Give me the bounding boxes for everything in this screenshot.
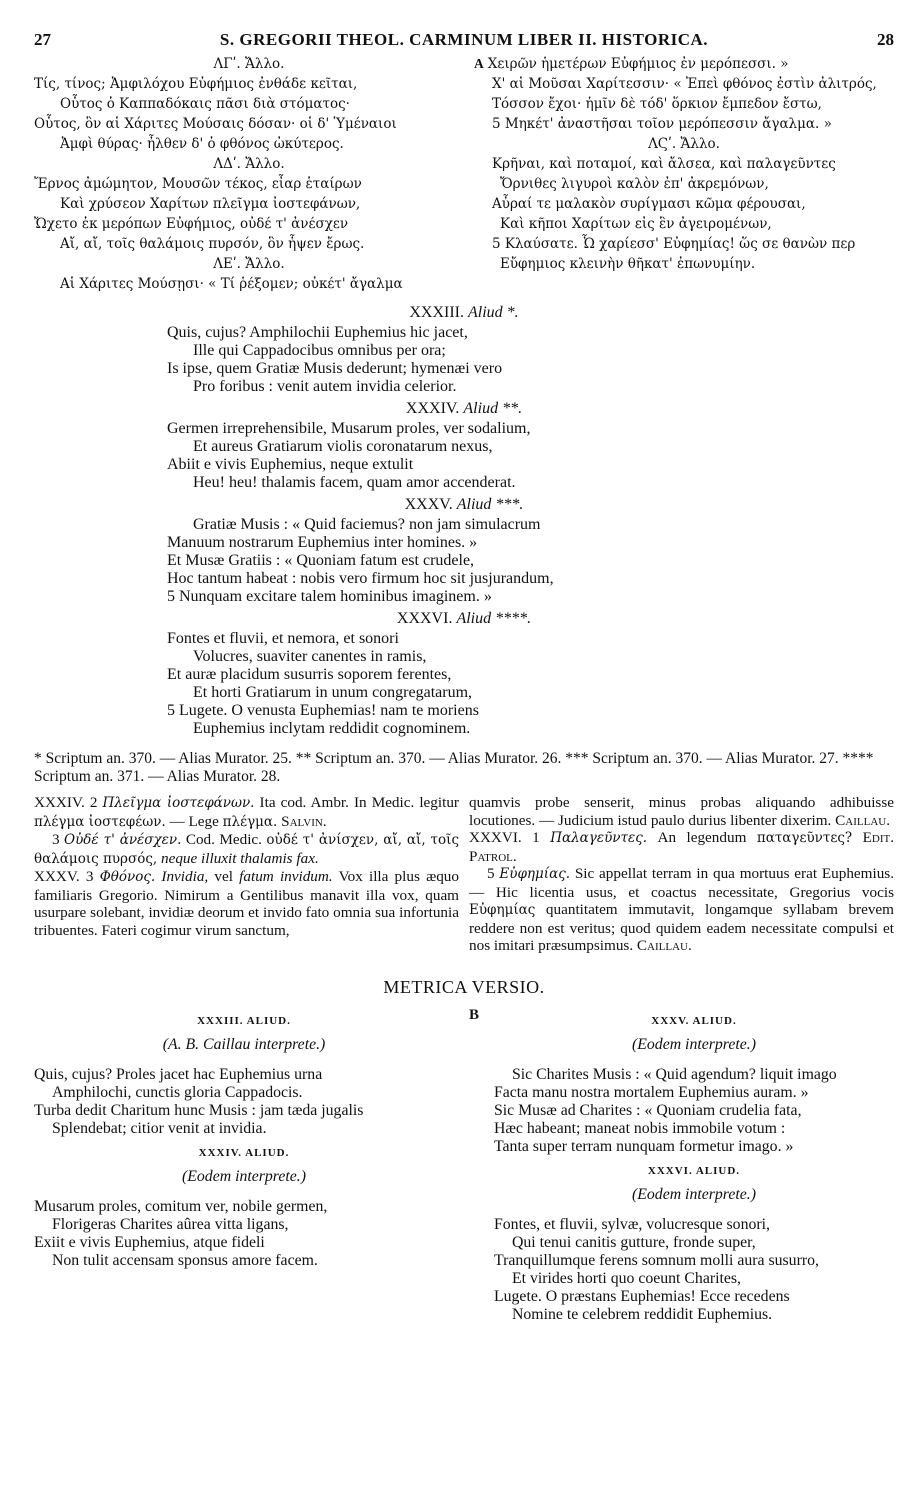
verse-line: Musarum proles, comitum ver, nobile germen, bbox=[34, 1197, 328, 1215]
poem-label: Aliud **. bbox=[463, 400, 523, 417]
verse-line: Hoc tantum habeat : nobis vero firmum hoc sit jusjurandum, bbox=[167, 570, 554, 587]
verse-line: Τόσσον ἔχοι· ἡμῖν δὲ τόδ' ὅρκιον ἔμπεδον ἔστω, bbox=[492, 96, 822, 112]
verse-line: Florigeras Charites aûrea vitta ligans, bbox=[52, 1215, 289, 1233]
verse-line: 5 Nunquam excitare talem hominibus imaginem. » bbox=[167, 588, 492, 605]
note-text: 3 bbox=[52, 831, 65, 848]
poem-label: Aliud ****. bbox=[456, 610, 532, 627]
note-text: XXXVI. 1 bbox=[469, 829, 551, 846]
verse-line: Euphemius inclytam reddidit cognominem. bbox=[193, 720, 471, 737]
verse-line: Αἱ Χάριτες Μούσῃσι· « Τί ῥέξομεν; οὐκέτ' ἄγαλμα bbox=[60, 276, 403, 292]
verse-line: Fontes et fluvii, et nemora, et sonori bbox=[167, 630, 399, 647]
verse-line: Et aureus Gratiarum violis coronatarum nexus, bbox=[193, 438, 493, 455]
note-text: Caillau. bbox=[831, 811, 891, 829]
poem-body bbox=[167, 630, 894, 738]
poem-heading: ΛΔʹ. Ἄλλο. bbox=[213, 156, 285, 172]
verse-line: Volucres, suaviter canentes in ramis, bbox=[193, 648, 427, 665]
note-text: vel bbox=[208, 868, 240, 885]
page bbox=[34, 30, 894, 1324]
note-text: παταγεῦντες? bbox=[756, 830, 853, 846]
verse-line: Χ' αἱ Μοῦσαι Χαρίτεσσιν· « Ἐπεὶ φθόνος ἐστὶν ἀλιτρός, bbox=[492, 76, 877, 92]
poem-heading bbox=[34, 400, 894, 418]
verse-line: Exiit e vivis Euphemius, atque fideli bbox=[34, 1233, 265, 1251]
verse-line: Fontes, et fluvii, sylvæ, volucresque sonori, bbox=[493, 1215, 770, 1233]
verse-line: Αἴ, αἴ, τοῖς θαλάμοις πυρσόν, ὃν ἧψεν ἔρως. bbox=[60, 236, 365, 252]
interpreter-note: (Eodem interprete.) bbox=[631, 1035, 756, 1053]
note-text: — Lege bbox=[165, 812, 223, 830]
verse-line: Et horti Gratiarum in unum congregatarum, bbox=[193, 684, 473, 701]
note-paragraph bbox=[34, 794, 459, 831]
note-text: Πλεῖγμα ἰοστεφάνων. bbox=[102, 795, 255, 811]
poem-heading: ΛΓʹ. Ἄλλο. bbox=[213, 56, 285, 72]
verse-line: Facta manu nostra mortalem Euphemius auram. » bbox=[493, 1083, 809, 1101]
poem-heading bbox=[34, 304, 894, 322]
note-text: Εὐφημίας. bbox=[499, 866, 571, 882]
poem-label: Aliud *. bbox=[467, 304, 519, 321]
verse-line: Et virides horti quo coeunt Charites, bbox=[511, 1269, 741, 1287]
verse-line: Καὶ κῆποι Χαρίτων εἰς ἓν ἀγειρομένων, bbox=[500, 216, 772, 232]
verse-line: Amphilochi, cunctis gloria Cappadocis. bbox=[52, 1083, 303, 1101]
note-text: fatum invidum. bbox=[239, 868, 333, 885]
verse-line: Quis, cujus? Amphilochii Euphemius hic jacet, bbox=[167, 324, 468, 341]
verse-line: Οὗτος, ὃν αἱ Χάριτες Μούσαις δόσαν· οἱ δ' Ὑμέναιοι bbox=[34, 116, 397, 132]
note-text: quamvis probe senserit, minus probas aliquando adhibuisse locutiones. — Judicium istud paulo durius libenter dixerim. bbox=[469, 794, 894, 829]
note-text: Edit. Patrol. bbox=[469, 829, 894, 865]
verse-line: Lugete. O præstans Euphemias! Ecce recedens bbox=[493, 1287, 790, 1305]
verse-line: Splendebat; citior venit at invidia. bbox=[52, 1119, 267, 1137]
verse-line: Tanta super terram nunquam formetur imago. » bbox=[493, 1137, 794, 1155]
verse-line: Quis, cujus? Proles jacet hac Euphemius urna bbox=[34, 1065, 323, 1083]
note-text: XXXV. 3 bbox=[34, 868, 100, 885]
verse-line: Qui tenui canitis gutture, fronde super, bbox=[511, 1233, 756, 1251]
verse-line: Germen irreprehensibile, Musarum proles, ver sodalium, bbox=[167, 420, 531, 437]
verse-line: Αὖραί τε μαλακὸν συρίγμασι κῶμα φέρουσαι, bbox=[492, 196, 806, 212]
poem-heading: ΛϚʹ. Ἄλλο. bbox=[648, 136, 720, 152]
running-header bbox=[34, 30, 894, 54]
column-marker: A bbox=[474, 56, 484, 71]
poem-heading: ΛΕʹ. Ἄλλο. bbox=[213, 256, 285, 272]
verse-line: Gratiæ Musis : « Quid faciemus? non jam simulacrum bbox=[193, 516, 541, 533]
verse-line: Sic Charites Musis : « Quid agendum? liquit imago bbox=[511, 1065, 837, 1083]
verse-line: Οὗτος ὁ Καππαδόκαις πᾶσι διὰ στόματος· bbox=[60, 96, 350, 112]
critical-notes bbox=[34, 794, 894, 955]
verse-line: Heu! heu! thalamis facem, quam amor accenderat. bbox=[193, 474, 516, 491]
verse-line: Abiit e vivis Euphemius, neque extulit bbox=[167, 456, 414, 473]
note-text: Cod. Medic. bbox=[181, 831, 267, 848]
poem-heading bbox=[34, 610, 894, 628]
verse-line: Et auræ placidum susurris soporem ferentes, bbox=[167, 666, 452, 683]
verse-line: Manuum nostrarum Euphemius inter homines. » bbox=[167, 534, 478, 551]
note-paragraph bbox=[469, 794, 894, 829]
poem-body bbox=[167, 516, 894, 606]
verse-line: Ἀμφὶ θύρας· ἦλθεν δ' ὁ φθόνος ὠκύτερος. bbox=[60, 136, 344, 152]
poem-number: XXXV. bbox=[404, 496, 457, 513]
verse-line: Pro foribus : venit autem invidia celerior. bbox=[193, 378, 457, 395]
note-text: πλέγμα. bbox=[222, 813, 278, 830]
greek-column-right bbox=[474, 54, 894, 294]
verse-line: Sic Musæ ad Charites : « Quoniam crudelia fata, bbox=[493, 1101, 802, 1119]
verse-line: Ὄρνιθες λιγυροὶ καλὸν ἐπ' ἀκρεμόνων, bbox=[500, 176, 769, 192]
note-text: Vox illa plus æquo familiaris Gregorio. Nimirum a Gentilibus manavit illa vox, quam usurpare solebant, invidiæ deorum et invido fato omnia sua infortunia tribuentes. Fateri cogimur virum sanctum, bbox=[34, 868, 459, 939]
note-text: 5 bbox=[487, 865, 500, 882]
verse-line: 5 Lugete. O venusta Euphemias! nam te moriens bbox=[167, 702, 479, 719]
verse-line: Tranquillumque ferens somnum molli aura susurro, bbox=[493, 1251, 819, 1269]
notes-column-right bbox=[469, 794, 894, 955]
right-page-number: 28 bbox=[877, 30, 894, 49]
running-title: S. GREGORII THEOL. CARMINUM LIBER II. HISTORICA. bbox=[219, 30, 709, 49]
left-page-number: 27 bbox=[34, 30, 51, 49]
poem-body bbox=[167, 420, 894, 492]
poem-label: Aliud ***. bbox=[456, 496, 524, 513]
note-paragraph bbox=[469, 865, 894, 955]
verse-line: Turba dedit Charitum hunc Musis : jam tæda jugalis bbox=[34, 1101, 364, 1119]
interpreter-note: (Eodem interprete.) bbox=[631, 1185, 756, 1203]
poem-body bbox=[167, 324, 894, 396]
verse-line: Non tulit accensam sponsus amore facem. bbox=[52, 1251, 318, 1269]
notes-column-left bbox=[34, 794, 459, 955]
note-paragraph bbox=[34, 831, 459, 868]
verse-line: Is ipse, quem Gratiæ Musis dederunt; hymenæi vero bbox=[167, 360, 503, 377]
note-text: Sic appellat terram in qua mortuus erat Euphemius. — Hic licentia usus, et coactus necessitate, Gregorius vocis bbox=[469, 865, 894, 901]
metrica-title: METRICA VERSIO. bbox=[383, 976, 545, 997]
verse-text: Χειρῶν ἡμετέρων Εὐφήμιος ἐν μερόπεσσι. » bbox=[487, 56, 789, 72]
verse-line: 5 Μηκέτ' ἀναστῆσαι τοῖον μερόπεσσιν ἄγαλμα. » bbox=[492, 116, 832, 132]
verse-line: Ἔρνος ἀμώμητον, Μουσῶν τέκος, εἶαρ ἑταίρων bbox=[34, 176, 362, 192]
metrica-column-right bbox=[494, 1006, 894, 1324]
note-paragraph bbox=[34, 868, 459, 939]
note-paragraph bbox=[469, 829, 894, 865]
latin-translation bbox=[34, 304, 894, 738]
note-text: Salvin. bbox=[277, 812, 327, 830]
poem-heading: XXXV. ALIUD. bbox=[651, 1014, 737, 1027]
column-marker: B bbox=[468, 1006, 479, 1023]
greek-text bbox=[34, 54, 894, 294]
note-text: Invidia, bbox=[155, 868, 209, 885]
note-text: Εὐφημίας bbox=[469, 902, 536, 918]
verse-line: Τίς, τίνος; Ἀμφιλόχου Εὐφήμιος ἐνθάδε κεῖται, bbox=[34, 76, 358, 92]
note-text: Φθόνος. bbox=[99, 869, 156, 885]
note-text: οὐδέ τ' ἀνίσχεν, αἴ, αἴ, τοῖς θαλάμοις πυρσός, bbox=[34, 832, 460, 867]
note-text: quantitatem immutavit, longamque syllabam brevem reddere non est veritus; quod quidem eadem necessitate compulsi et nos imitari præsumpsimus. bbox=[469, 901, 894, 954]
verse-line: 5 Κλαύσατε. Ὦ χαρίεσσ' Εὐφημίας! ὥς σε θανὼν περ bbox=[492, 236, 856, 252]
note-text: XXXIV. 2 bbox=[34, 794, 103, 811]
verse-line: Εὔφημιος κλεινὴν θῆκατ' ἐπωνυμίην. bbox=[500, 256, 756, 272]
verse-line: Et Musæ Gratiis : « Quoniam fatum est crudele, bbox=[167, 552, 475, 569]
note-text: neque illuxit thalamis fax. bbox=[157, 849, 319, 867]
poem-heading bbox=[34, 496, 894, 514]
verse-line: Nomine te celebrem reddidit Euphemius. bbox=[511, 1305, 773, 1323]
note-text: Παλαγεῦντες. bbox=[550, 830, 648, 846]
verse-line: Hæc habeant; maneat nobis immobile votum : bbox=[493, 1119, 786, 1137]
verse-line: Ille qui Cappadocibus omnibus per ora; bbox=[193, 342, 446, 359]
verse-line: Κρῆναι, καὶ ποταμοί, καὶ ἄλσεα, καὶ παλαγεῦντες bbox=[492, 156, 836, 172]
verse-line: Ὤχετο ἐκ μερόπων Εὐφήμιος, οὐδέ τ' ἀνέσχεν bbox=[34, 216, 349, 232]
poem-heading: XXXIV. ALIUD. bbox=[198, 1146, 290, 1159]
note-text: An legendum bbox=[647, 829, 757, 846]
note-text: Οὐδέ τ' ἀνέσχεν. bbox=[64, 832, 182, 848]
note-text: Caillau. bbox=[633, 937, 692, 954]
poem-heading: XXXIII. ALIUD. bbox=[197, 1014, 291, 1027]
poem-number: XXXIII. bbox=[409, 304, 468, 321]
poem-number: XXXIV. bbox=[405, 400, 464, 417]
interpreter-note: (A. B. Caillau interprete.) bbox=[162, 1035, 326, 1053]
poem-heading: XXXVI. ALIUD. bbox=[647, 1164, 741, 1177]
footnote: * Scriptum an. 370. — Alias Murator. 25. ** Scriptum an. 370. — Alias Murator. 26. *** Scriptum an. 370. — Alias Murator. 27. **** Scriptum an. 371. — Alias Murator. 28. bbox=[34, 750, 874, 785]
metrica-versio bbox=[34, 1006, 894, 1324]
metrica-column-left bbox=[34, 1006, 454, 1324]
greek-column-left bbox=[34, 54, 464, 294]
verse-line bbox=[474, 54, 894, 74]
poem-number: XXXVI. bbox=[396, 610, 457, 627]
note-text: πλέγμα ἰοστεφέων. bbox=[34, 813, 166, 830]
verse-line: Καὶ χρύσεον Χαρίτων πλεῖγμα ἰοστεφάνων, bbox=[60, 196, 361, 212]
note-text: Ita cod. Ambr. In Medic. legitur bbox=[254, 794, 459, 811]
interpreter-note: (Eodem interprete.) bbox=[182, 1167, 306, 1185]
